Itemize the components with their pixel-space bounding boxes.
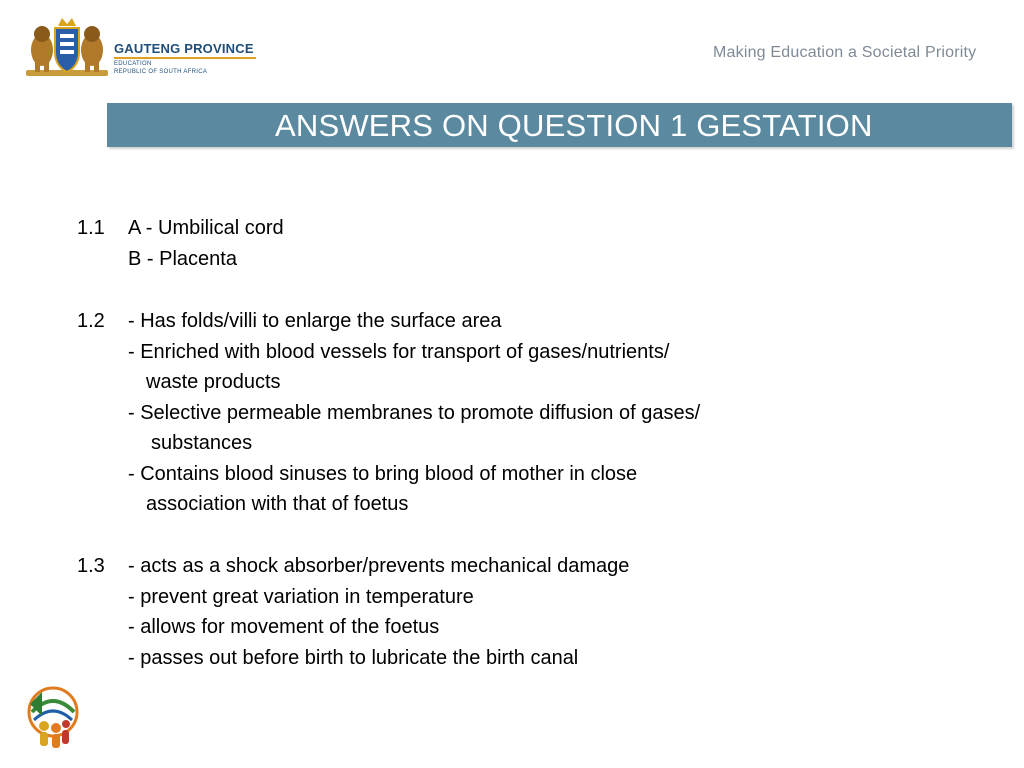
anniversary-logo-icon xyxy=(22,682,84,752)
slide-title: ANSWERS ON QUESTION 1 GESTATION xyxy=(275,108,873,143)
answer-line: - allows for movement of the foetus xyxy=(128,616,440,638)
question-number-1-3: 1.3 xyxy=(77,555,105,577)
answer-line: - Enriched with blood vessels for transport of gases/nutrients/ xyxy=(128,341,670,363)
answer-line: association with that of foetus xyxy=(146,493,409,515)
motto-text: Making Education a Societal Priority xyxy=(713,44,977,61)
answer-line: - prevent great variation in temperature xyxy=(128,586,474,608)
answer-line: A - Umbilical cord xyxy=(128,217,284,239)
country-name: REPUBLIC OF SOUTH AFRICA xyxy=(114,69,208,75)
answer-line: - Contains blood sinuses to bring blood of mother in close xyxy=(128,463,638,485)
question-number-1-2: 1.2 xyxy=(77,310,105,332)
answer-line: - Has folds/villi to enlarge the surface area xyxy=(128,310,502,332)
answer-line: - Selective permeable membranes to promote diffusion of gases/ xyxy=(128,402,701,424)
answer-line: B - Placenta xyxy=(128,248,237,270)
answer-line: waste products xyxy=(146,371,281,393)
organization-name: GAUTENG PROVINCE xyxy=(114,41,254,56)
department-name: EDUCATION xyxy=(114,61,152,67)
answer-line: substances xyxy=(151,432,253,454)
answer-line: - acts as a shock absorber/prevents mechanical damage xyxy=(128,555,630,577)
answer-line: - passes out before birth to lubricate the birth canal xyxy=(128,647,579,669)
question-number-1-1: 1.1 xyxy=(77,217,105,239)
